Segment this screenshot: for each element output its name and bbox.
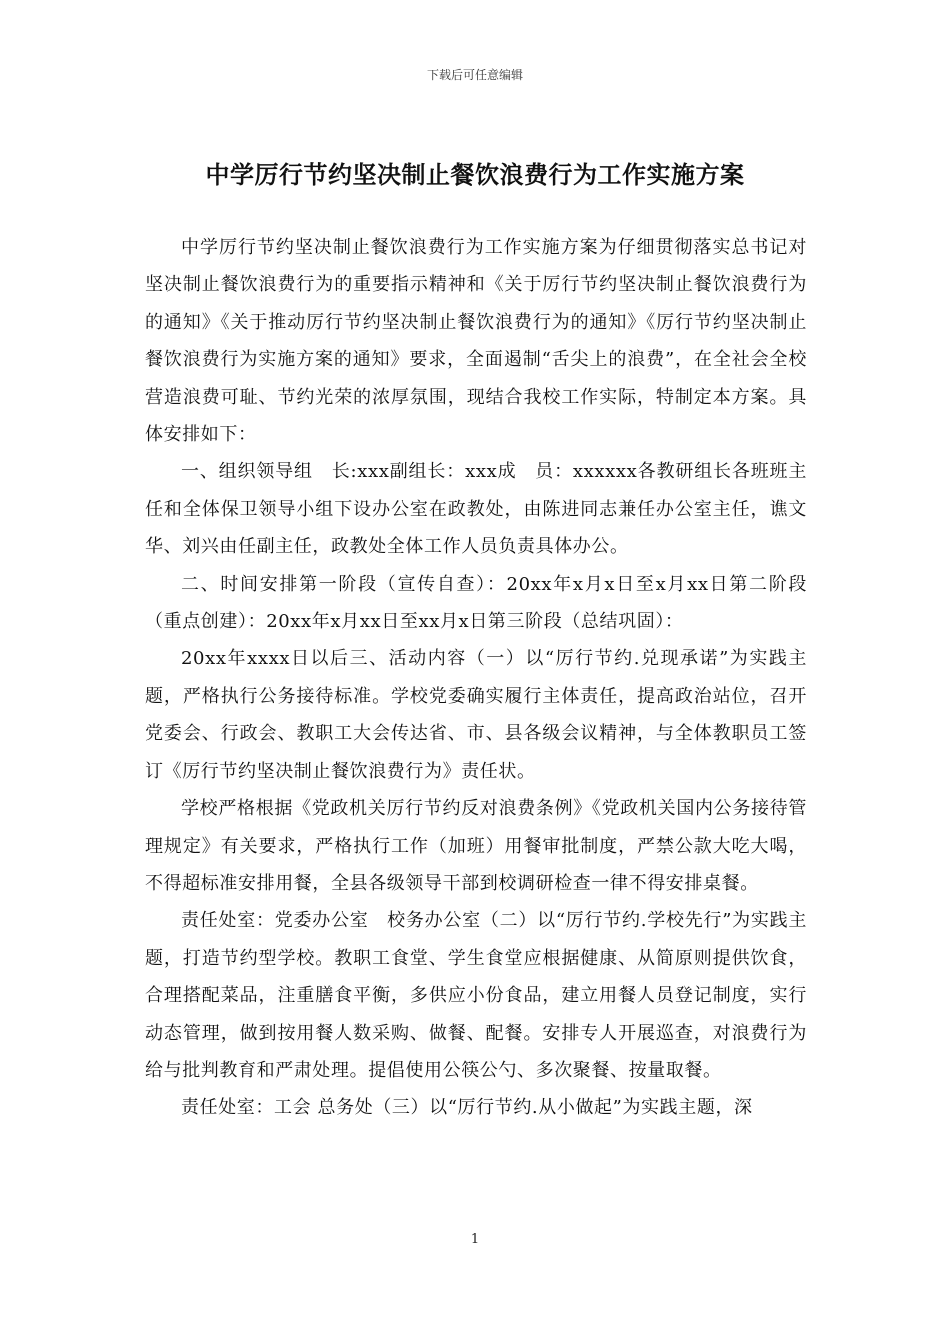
paragraph-activity-three: 责任处室：工会 总务处（三）以“厉行节约.从小做起”为实践主题，深: [181, 1097, 753, 1119]
document-title: 中学厉行节约坚决制止餐饮浪费行为工作实施方案: [205, 160, 745, 189]
header-note: 下载后可任意编辑: [426, 68, 523, 82]
paragraph-organization: 一、组织领导组 长:xxx副组长：xxx成 员：xxxxxx各教研组长各班班主任和全体保卫领导小组下设办公室在政教处，由陈进同志兼任办公室主任，谯文华、刘兴由任副主任，政教处全体工作人员负责具体办公。: [145, 461, 807, 558]
paragraph-regulations: 学校严格根据《党政机关厉行节约反对浪费条例》《党政机关国内公务接待管理规定》有关要求，严格执行工作（加班）用餐审批制度，严禁公款大吃大喝，不得超标准安排用餐，全县各级领导干部到校调研检查一律不得安排桌餐。: [145, 798, 807, 894]
paragraph-activity-two: 责任处室：党委办公室 校务办公室（二）以“厉行节约.学校先行”为实践主题，打造节约型学校。教职工食堂、学生食堂应根据健康、从简原则提供饮食，合理搭配菜品，注重膳食平衡，多供应小份食品，建立用餐人员登记制度，实行动态管理，做到按用餐人数采购、做餐、配餐。安排专人开展巡查，对浪费行为给与批判教育和严肃处理。提倡使用公筷公勺、多次聚餐、按量取餐。: [145, 910, 807, 1081]
page-number: 1: [470, 1232, 480, 1247]
paragraph-intro: 中学厉行节约坚决制止餐饮浪费行为工作实施方案为仔细贯彻落实总书记对坚决制止餐饮浪费行为的重要指示精神和《关于厉行节约坚决制止餐饮浪费行为的通知》《关于推动厉行节约坚决制止餐饮浪费行为的通知》《厉行节约坚决制止餐饮浪费行为实施方案的通知》要求，全面遏制“舌尖上的浪费”，在全社会全校营造浪费可耻、节约光荣的浓厚氛围，现结合我校工作实际，特制定本方案。具体安排如下：: [145, 237, 807, 446]
document-body: [145, 229, 807, 1127]
paragraph-schedule: 二、时间安排第一阶段（宣传自查）：20xx年x月x日至x月xx日第二阶段（重点创建）：20xx年x月xx日至xx月x日第三阶段（总结巩固）：: [145, 573, 807, 633]
paragraph-activity-one: 20xx年xxxx日以后三、活动内容（一）以“厉行节约.兑现承诺”为实践主题，严格执行公务接待标准。学校党委确实履行主体责任，提高政治站位，召开党委会、行政会、教职工大会传达省、市、县各级会议精神，与全体教职员工签订《厉行节约坚决制止餐饮浪费行为》责任状。: [145, 648, 807, 782]
